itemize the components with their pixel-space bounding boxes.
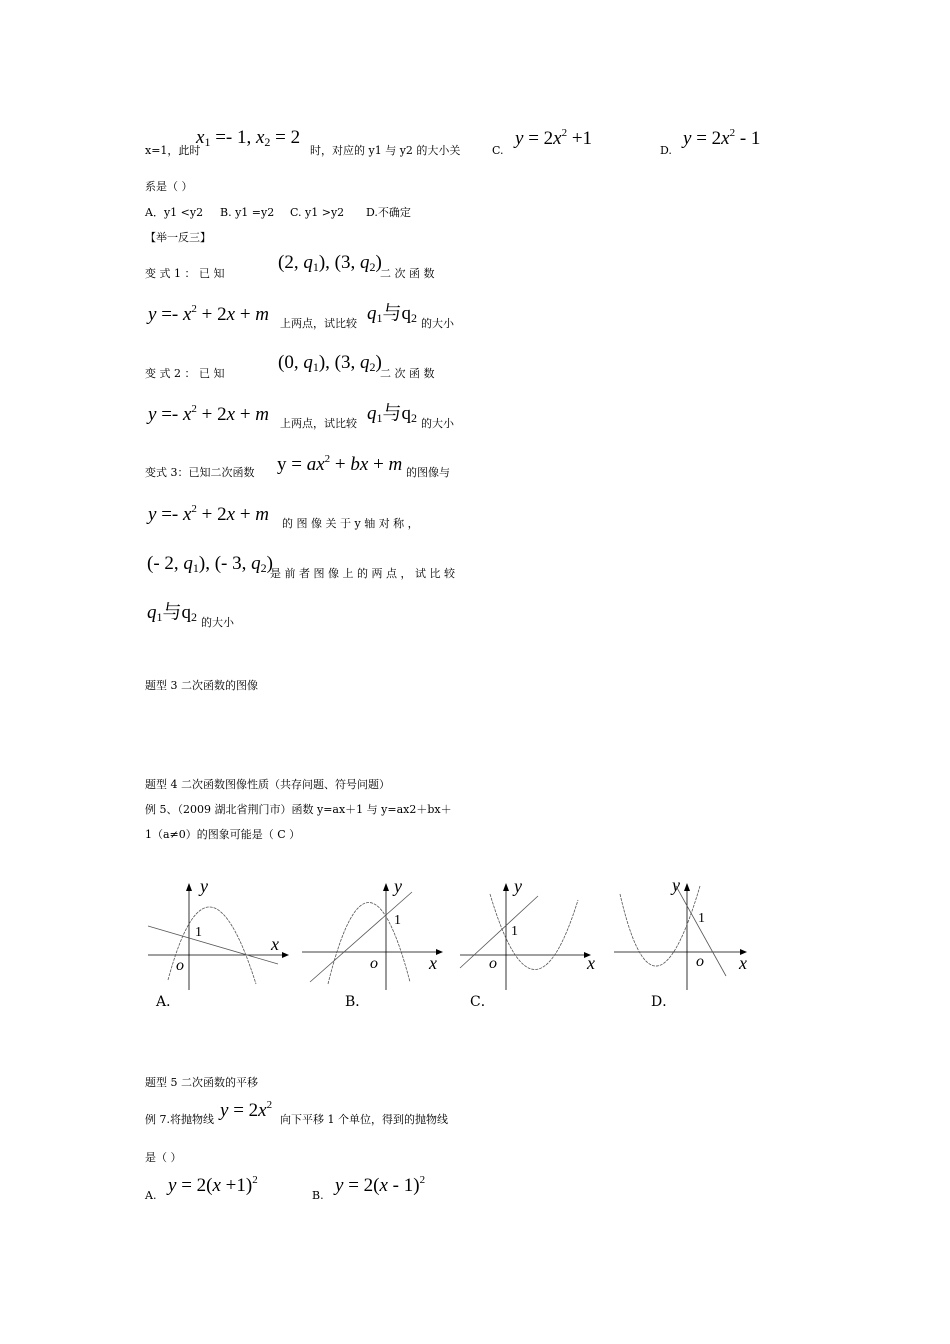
type5-example-prefix: 例 7.将抛物线 xyxy=(145,1113,214,1126)
prev-option-d-expr: $y = 2x^2 - 1$ xyxy=(683,127,761,149)
one-label: 1 xyxy=(394,913,401,928)
v3-end: 的大小 xyxy=(201,616,234,629)
x-label: x xyxy=(587,953,595,973)
v2-text: 上两点，试比较 xyxy=(280,417,357,430)
v1-label: 变 式 1 ： 已 知 xyxy=(145,267,225,280)
v3-label: 变式 3：已知二次函数 xyxy=(145,466,255,479)
one-label: 1 xyxy=(195,925,202,940)
y-axis-arrow xyxy=(383,883,389,891)
graph-d-label: D． xyxy=(651,994,677,1010)
q3-option-b: B. y1 =y2 xyxy=(220,206,275,219)
v2-label: 变 式 2 ： 已 知 xyxy=(145,367,225,380)
v2-end: 的大小 xyxy=(421,417,454,430)
v3-func1: $y = ax^2$ + bx + m xyxy=(277,453,403,475)
y-label: y xyxy=(200,876,208,896)
q3-option-c: C. y1 >y2 xyxy=(290,206,345,219)
origin-label: o xyxy=(370,955,378,972)
parabola xyxy=(490,894,578,970)
graph-b-label: B． xyxy=(345,994,370,1010)
q3-prefix: x=1，此时 xyxy=(145,144,201,157)
graph-b xyxy=(298,872,448,992)
one-label: 1 xyxy=(698,911,705,926)
type5-title: 题型 5 二次函数的平移 xyxy=(145,1076,258,1089)
type4-title: 题型 4 二次函数图像性质（共存问题、符号问题） xyxy=(145,778,390,791)
origin-label: o xyxy=(176,957,184,974)
q3-suffix: 时，对应的 y1 与 y2 的大小关 xyxy=(310,144,461,157)
type5-example-suffix: 向下平移 1 个单位，得到的抛物线 xyxy=(280,1113,448,1126)
v2-func: $y =- x^2 + 2x + m$ xyxy=(148,403,270,425)
v2-points: (0, $q_1$), (3, $q_2$) xyxy=(278,352,382,374)
v3-points: (- 2, $q_1$), (- 3, $q_2$) xyxy=(147,553,273,575)
line xyxy=(460,896,538,968)
type5-option-a-expr: $y = 2(x +1)^2$ xyxy=(168,1174,258,1196)
x-axis-arrow xyxy=(436,949,443,955)
v3-func2: $y =- x^2 + 2x + m$ xyxy=(148,503,270,525)
type5-option-a-label: A. xyxy=(145,1189,157,1202)
y-axis-arrow xyxy=(503,883,509,891)
jyfs-title: 【举一反三】 xyxy=(145,231,211,244)
q3-option-a: A．y1 <y2 xyxy=(145,206,204,219)
type4-example-line2: 1（a≠0）的图象可能是（ C ） xyxy=(145,828,301,841)
prev-option-d-label: D. xyxy=(660,144,672,157)
y-label: y xyxy=(514,876,522,896)
x-axis-arrow xyxy=(282,952,289,958)
q3-condition: $x_1 =- 1$, $x_2 = 2$ xyxy=(196,127,301,149)
type5-example-func: $y = 2x^2$ xyxy=(220,1099,273,1121)
v2-tail: 二 次 函 数 xyxy=(380,367,435,380)
y-label: y xyxy=(672,875,680,895)
v3-compare: $q_1$与$q_2$ xyxy=(147,602,198,624)
graph-a xyxy=(140,872,290,992)
graph-c xyxy=(456,872,606,992)
x-label: x xyxy=(271,934,279,954)
origin-label: o xyxy=(489,955,497,972)
q3-line2: 系是（ ） xyxy=(145,180,193,193)
v1-tail: 二 次 函 数 xyxy=(380,267,435,280)
type5-option-b-expr: y = 2(x - 1)$^2$ xyxy=(335,1174,426,1196)
y-axis-arrow xyxy=(684,883,690,891)
line xyxy=(148,926,278,964)
y-axis-arrow xyxy=(186,883,192,891)
v1-func: $y =- x^2 + 2x + m$ xyxy=(148,303,270,325)
one-label: 1 xyxy=(511,924,518,939)
type5-line2: 是（ ） xyxy=(145,1151,182,1164)
v1-points: (2, $q_1$), (3, $q_2$) xyxy=(278,252,382,274)
prev-option-c-expr: $y = 2x^2 +1$ xyxy=(515,127,593,149)
q3-option-d: D.不确定 xyxy=(366,206,411,219)
v1-compare: $q_1$与$q_2$ xyxy=(367,303,418,325)
y-label: y xyxy=(394,876,402,896)
v3-text3: 是 前 者 图 像 上 的 两 点 ， 试 比 较 xyxy=(270,567,455,580)
v1-end: 的大小 xyxy=(421,317,454,330)
type4-example-line1: 例 5、（2009 湖北省荆门市）函数 y=ax＋1 与 y=ax2＋bx＋ xyxy=(145,803,452,816)
graph-a-label: A． xyxy=(156,994,181,1010)
graph-d xyxy=(608,872,758,992)
v3-text1: 的图像与 xyxy=(406,466,450,479)
origin-label: o xyxy=(696,953,704,970)
parabola xyxy=(620,886,700,966)
v3-text2: 的 图 像 关 于 y 轴 对 称 ， xyxy=(282,517,419,530)
graph-c-label: C． xyxy=(470,994,495,1010)
v1-text: 上两点，试比较 xyxy=(280,317,357,330)
prev-option-c-label: C. xyxy=(492,144,504,157)
x-label: x xyxy=(429,953,437,973)
v2-compare: $q_1$与$q_2$ xyxy=(367,403,418,425)
type3-title: 题型 3 二次函数的图像 xyxy=(145,679,258,692)
type5-option-b-label: B. xyxy=(312,1189,324,1202)
x-label: x xyxy=(739,953,747,973)
